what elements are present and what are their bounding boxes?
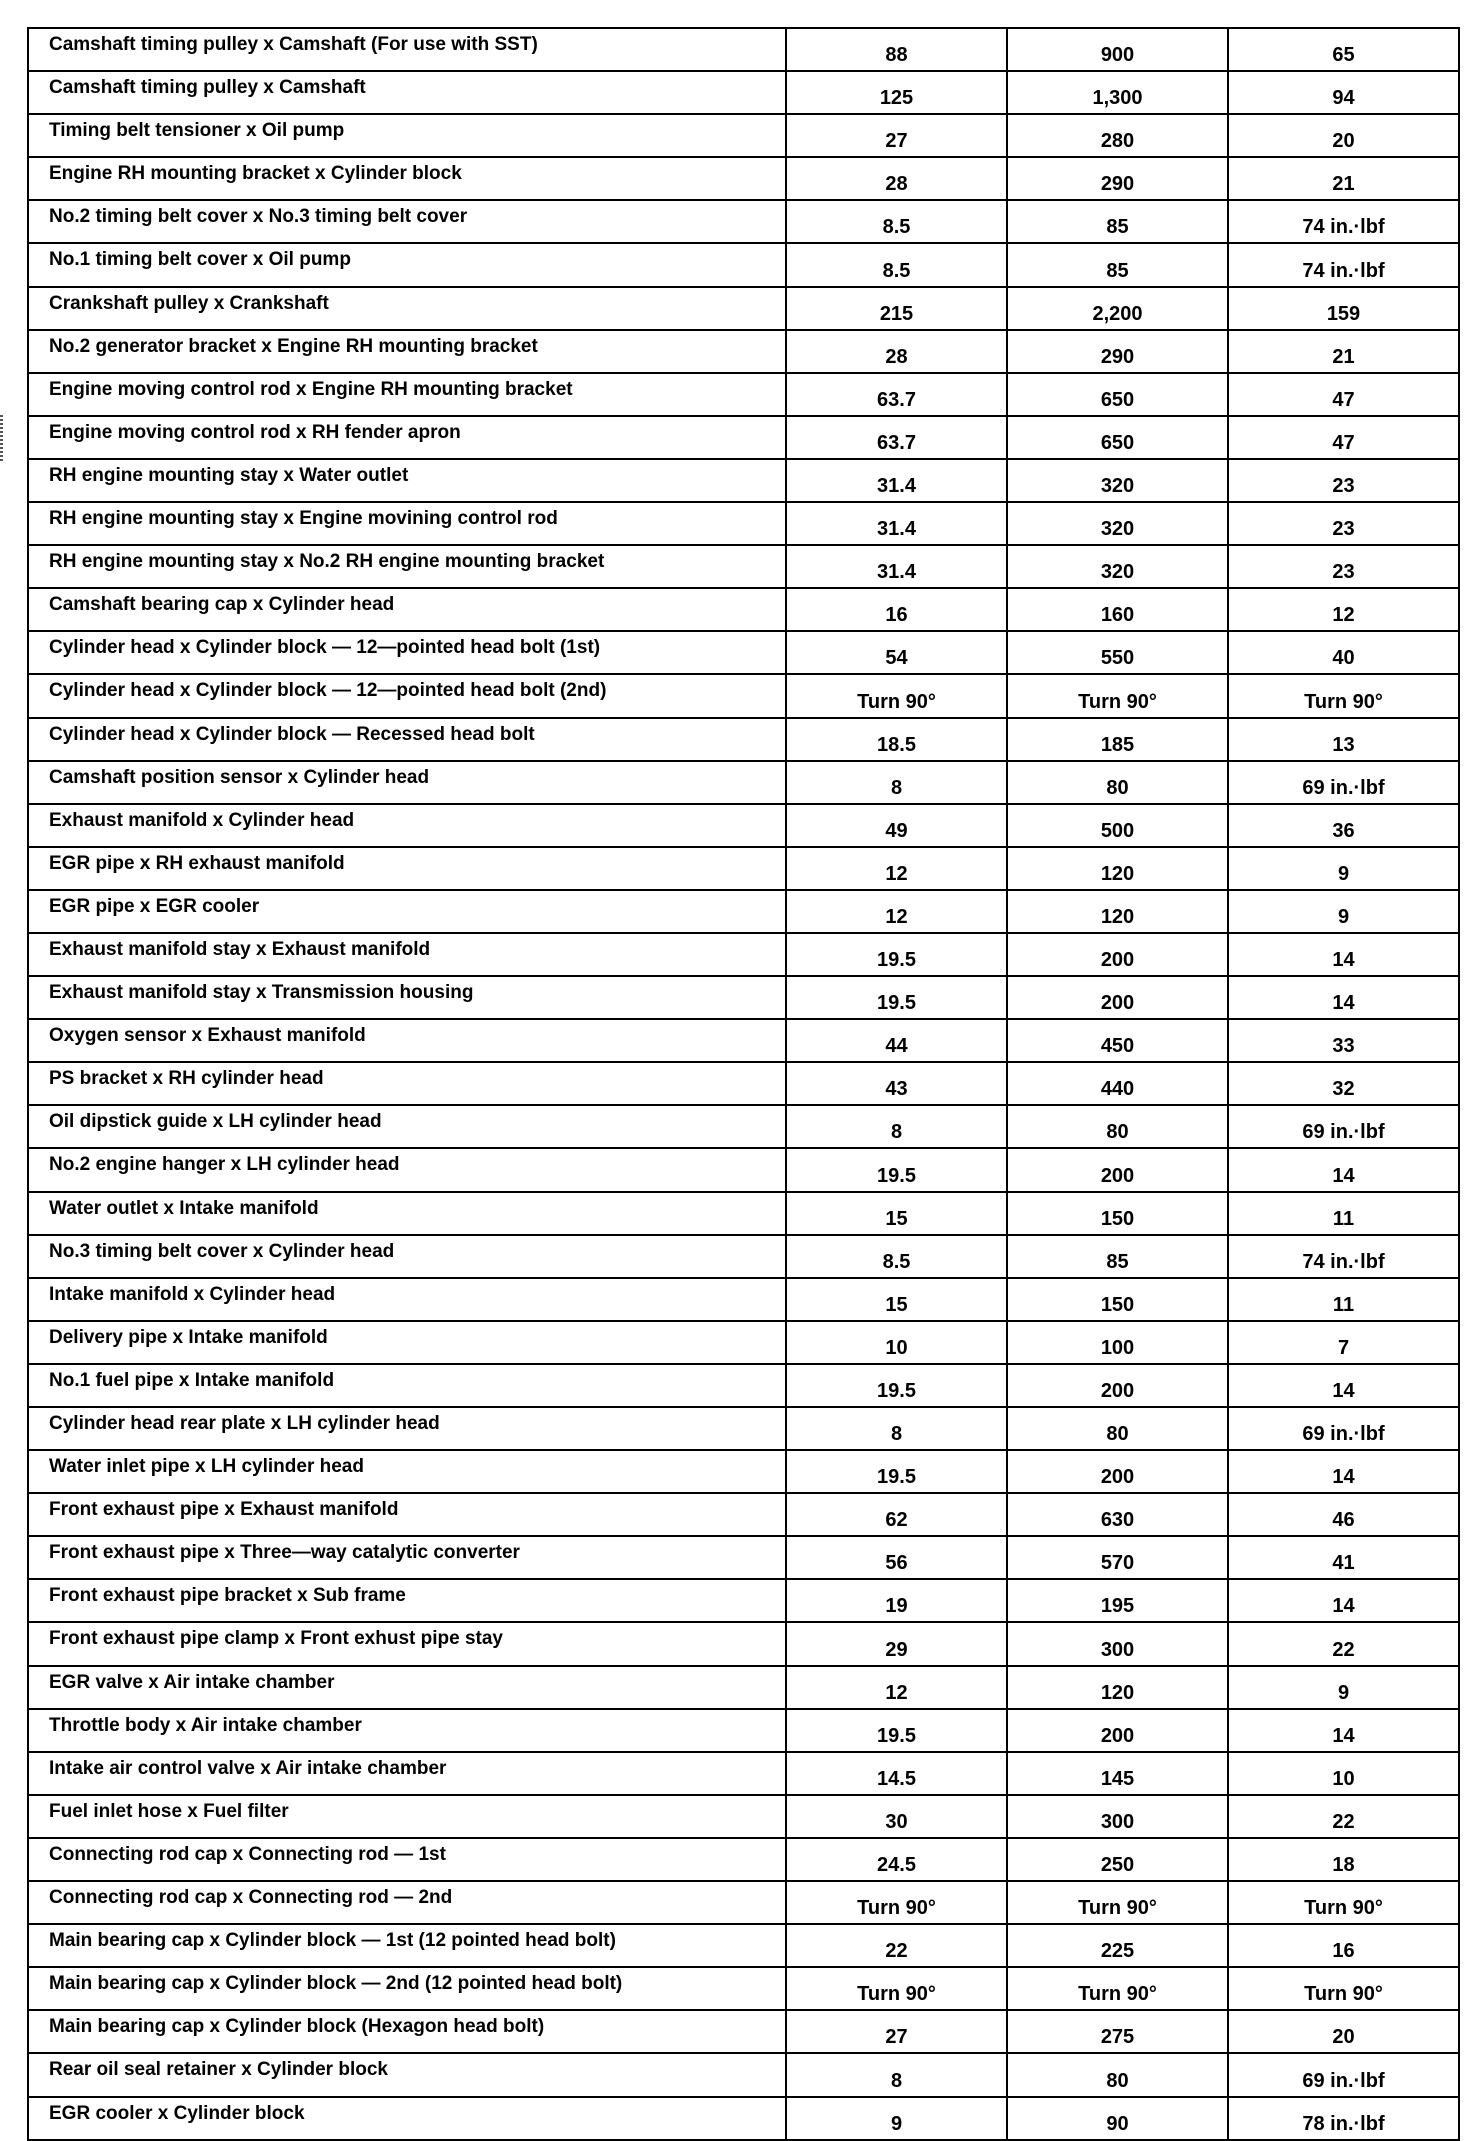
- torque-ftlbf-cell: 78 in.·lbf: [1228, 2097, 1459, 2140]
- torque-ftlbf-cell: 46: [1228, 1493, 1459, 1536]
- part-name-cell: Front exhaust pipe x Three—way catalytic converter: [28, 1536, 786, 1579]
- torque-ftlbf-cell: 41: [1228, 1536, 1459, 1579]
- torque-nm-cell: 43: [786, 1062, 1007, 1105]
- torque-ftlbf-cell: 32: [1228, 1062, 1459, 1105]
- torque-nm-cell: 63.7: [786, 373, 1007, 416]
- part-name-cell: EGR valve x Air intake chamber: [28, 1666, 786, 1709]
- torque-ftlbf-cell: 74 in.·lbf: [1228, 200, 1459, 243]
- torque-ftlbf-cell: Turn 90°: [1228, 1967, 1459, 2010]
- torque-nm-cell: 8: [786, 1407, 1007, 1450]
- table-row: [28, 1062, 1459, 1105]
- torque-nm-cell: 215: [786, 287, 1007, 330]
- part-name-cell: Front exhaust pipe bracket x Sub frame: [28, 1579, 786, 1622]
- torque-ftlbf-cell: 13: [1228, 718, 1459, 761]
- part-name-cell: No.2 generator bracket x Engine RH mounting bracket: [28, 330, 786, 373]
- torque-kgfcm-cell: 90: [1007, 2097, 1228, 2140]
- table-row: [28, 2010, 1459, 2053]
- torque-ftlbf-cell: 74 in.·lbf: [1228, 1235, 1459, 1278]
- table-row: [28, 2097, 1459, 2140]
- torque-nm-cell: 19.5: [786, 1709, 1007, 1752]
- torque-ftlbf-cell: 14: [1228, 1709, 1459, 1752]
- torque-ftlbf-cell: 12: [1228, 588, 1459, 631]
- part-name-cell: Connecting rod cap x Connecting rod — 1st: [28, 1838, 786, 1881]
- torque-ftlbf-cell: 7: [1228, 1321, 1459, 1364]
- torque-ftlbf-cell: 14: [1228, 1364, 1459, 1407]
- torque-ftlbf-cell: 14: [1228, 976, 1459, 1019]
- torque-nm-cell: 31.4: [786, 502, 1007, 545]
- torque-nm-cell: 12: [786, 1666, 1007, 1709]
- torque-spec-table: [27, 27, 1460, 2141]
- torque-kgfcm-cell: 200: [1007, 1450, 1228, 1493]
- table-row: [28, 502, 1459, 545]
- part-name-cell: Delivery pipe x Intake manifold: [28, 1321, 786, 1364]
- torque-kgfcm-cell: 80: [1007, 1407, 1228, 1450]
- torque-ftlbf-cell: 21: [1228, 157, 1459, 200]
- torque-kgfcm-cell: 570: [1007, 1536, 1228, 1579]
- torque-nm-cell: 24.5: [786, 1838, 1007, 1881]
- torque-kgfcm-cell: 300: [1007, 1795, 1228, 1838]
- torque-nm-cell: 9: [786, 2097, 1007, 2140]
- torque-kgfcm-cell: 290: [1007, 157, 1228, 200]
- part-name-cell: Main bearing cap x Cylinder block — 2nd (12 pointed head bolt): [28, 1967, 786, 2010]
- torque-kgfcm-cell: 195: [1007, 1579, 1228, 1622]
- table-row: [28, 1579, 1459, 1622]
- torque-nm-cell: 19: [786, 1579, 1007, 1622]
- torque-kgfcm-cell: 80: [1007, 761, 1228, 804]
- torque-nm-cell: 12: [786, 890, 1007, 933]
- torque-nm-cell: 19.5: [786, 933, 1007, 976]
- table-row: [28, 1967, 1459, 2010]
- torque-ftlbf-cell: Turn 90°: [1228, 1881, 1459, 1924]
- torque-kgfcm-cell: 85: [1007, 1235, 1228, 1278]
- torque-ftlbf-cell: 69 in.·lbf: [1228, 1105, 1459, 1148]
- part-name-cell: Cylinder head x Cylinder block — 12—pointed head bolt (2nd): [28, 674, 786, 717]
- torque-kgfcm-cell: 120: [1007, 1666, 1228, 1709]
- table-row: [28, 1666, 1459, 1709]
- table-row: [28, 243, 1459, 286]
- torque-ftlbf-cell: 23: [1228, 502, 1459, 545]
- table-row: [28, 1407, 1459, 1450]
- torque-kgfcm-cell: 200: [1007, 1148, 1228, 1191]
- part-name-cell: Engine moving control rod x RH fender apron: [28, 416, 786, 459]
- table-row: [28, 976, 1459, 1019]
- torque-ftlbf-cell: 20: [1228, 114, 1459, 157]
- torque-kgfcm-cell: 275: [1007, 2010, 1228, 2053]
- part-name-cell: Intake air control valve x Air intake chamber: [28, 1752, 786, 1795]
- torque-ftlbf-cell: 16: [1228, 1924, 1459, 1967]
- torque-nm-cell: 19.5: [786, 1364, 1007, 1407]
- torque-nm-cell: 22: [786, 1924, 1007, 1967]
- part-name-cell: Throttle body x Air intake chamber: [28, 1709, 786, 1752]
- table-row: [28, 890, 1459, 933]
- torque-nm-cell: 14.5: [786, 1752, 1007, 1795]
- table-row: [28, 1795, 1459, 1838]
- torque-kgfcm-cell: 150: [1007, 1192, 1228, 1235]
- torque-nm-cell: 54: [786, 631, 1007, 674]
- torque-kgfcm-cell: 320: [1007, 459, 1228, 502]
- table-row: [28, 718, 1459, 761]
- table-row: [28, 416, 1459, 459]
- part-name-cell: Camshaft timing pulley x Camshaft (For use with SST): [28, 28, 786, 71]
- part-name-cell: Camshaft timing pulley x Camshaft: [28, 71, 786, 114]
- torque-nm-cell: 44: [786, 1019, 1007, 1062]
- torque-ftlbf-cell: 33: [1228, 1019, 1459, 1062]
- part-name-cell: Connecting rod cap x Connecting rod — 2nd: [28, 1881, 786, 1924]
- torque-kgfcm-cell: 185: [1007, 718, 1228, 761]
- torque-kgfcm-cell: 120: [1007, 847, 1228, 890]
- torque-nm-cell: 8.5: [786, 200, 1007, 243]
- table-row: [28, 847, 1459, 890]
- torque-nm-cell: 8: [786, 2053, 1007, 2096]
- part-name-cell: EGR cooler x Cylinder block: [28, 2097, 786, 2140]
- torque-ftlbf-cell: 23: [1228, 545, 1459, 588]
- torque-kgfcm-cell: 80: [1007, 2053, 1228, 2096]
- torque-nm-cell: 31.4: [786, 459, 1007, 502]
- torque-ftlbf-cell: 159: [1228, 287, 1459, 330]
- table-row: [28, 1192, 1459, 1235]
- table-row: [28, 114, 1459, 157]
- torque-nm-cell: 88: [786, 28, 1007, 71]
- torque-kgfcm-cell: 440: [1007, 1062, 1228, 1105]
- torque-kgfcm-cell: 200: [1007, 1364, 1228, 1407]
- torque-nm-cell: 19.5: [786, 1148, 1007, 1191]
- part-name-cell: EGR pipe x RH exhaust manifold: [28, 847, 786, 890]
- part-name-cell: Main bearing cap x Cylinder block (Hexagon head bolt): [28, 2010, 786, 2053]
- torque-ftlbf-cell: 69 in.·lbf: [1228, 2053, 1459, 2096]
- part-name-cell: Camshaft position sensor x Cylinder head: [28, 761, 786, 804]
- torque-kgfcm-cell: Turn 90°: [1007, 1881, 1228, 1924]
- part-name-cell: No.3 timing belt cover x Cylinder head: [28, 1235, 786, 1278]
- torque-ftlbf-cell: 65: [1228, 28, 1459, 71]
- torque-kgfcm-cell: 200: [1007, 1709, 1228, 1752]
- torque-ftlbf-cell: 10: [1228, 1752, 1459, 1795]
- part-name-cell: No.1 timing belt cover x Oil pump: [28, 243, 786, 286]
- table-row: [28, 1924, 1459, 1967]
- torque-kgfcm-cell: 250: [1007, 1838, 1228, 1881]
- torque-ftlbf-cell: 22: [1228, 1795, 1459, 1838]
- torque-nm-cell: Turn 90°: [786, 1967, 1007, 2010]
- part-name-cell: Rear oil seal retainer x Cylinder block: [28, 2053, 786, 2096]
- part-name-cell: Intake manifold x Cylinder head: [28, 1278, 786, 1321]
- torque-ftlbf-cell: 18: [1228, 1838, 1459, 1881]
- table-row: [28, 933, 1459, 976]
- torque-kgfcm-cell: 85: [1007, 200, 1228, 243]
- part-name-cell: RH engine mounting stay x Water outlet: [28, 459, 786, 502]
- torque-nm-cell: 12: [786, 847, 1007, 890]
- torque-nm-cell: 49: [786, 804, 1007, 847]
- torque-ftlbf-cell: 47: [1228, 373, 1459, 416]
- table-row: [28, 1278, 1459, 1321]
- torque-nm-cell: 8.5: [786, 243, 1007, 286]
- table-row: [28, 545, 1459, 588]
- torque-nm-cell: 125: [786, 71, 1007, 114]
- torque-kgfcm-cell: 450: [1007, 1019, 1228, 1062]
- part-name-cell: RH engine mounting stay x Engine movining control rod: [28, 502, 786, 545]
- table-row: [28, 1622, 1459, 1665]
- torque-kgfcm-cell: 2,200: [1007, 287, 1228, 330]
- torque-nm-cell: 10: [786, 1321, 1007, 1364]
- table-row: [28, 330, 1459, 373]
- table-row: [28, 287, 1459, 330]
- torque-ftlbf-cell: 21: [1228, 330, 1459, 373]
- torque-nm-cell: 31.4: [786, 545, 1007, 588]
- table-row: [28, 1881, 1459, 1924]
- torque-table-body: [28, 28, 1459, 2140]
- torque-ftlbf-cell: Turn 90°: [1228, 674, 1459, 717]
- part-name-cell: No.2 timing belt cover x No.3 timing belt cover: [28, 200, 786, 243]
- table-row: [28, 71, 1459, 114]
- torque-ftlbf-cell: 69 in.·lbf: [1228, 1407, 1459, 1450]
- table-row: [28, 157, 1459, 200]
- torque-kgfcm-cell: 300: [1007, 1622, 1228, 1665]
- torque-ftlbf-cell: 22: [1228, 1622, 1459, 1665]
- table-row: [28, 1536, 1459, 1579]
- torque-nm-cell: 8: [786, 1105, 1007, 1148]
- torque-ftlbf-cell: 20: [1228, 2010, 1459, 2053]
- scan-edge-mark: [0, 415, 3, 461]
- part-name-cell: Exhaust manifold stay x Exhaust manifold: [28, 933, 786, 976]
- table-row: [28, 1321, 1459, 1364]
- torque-ftlbf-cell: 11: [1228, 1192, 1459, 1235]
- torque-ftlbf-cell: 9: [1228, 847, 1459, 890]
- torque-kgfcm-cell: 145: [1007, 1752, 1228, 1795]
- torque-nm-cell: 29: [786, 1622, 1007, 1665]
- part-name-cell: Camshaft bearing cap x Cylinder head: [28, 588, 786, 631]
- torque-nm-cell: 16: [786, 588, 1007, 631]
- part-name-cell: No.1 fuel pipe x Intake manifold: [28, 1364, 786, 1407]
- table-row: [28, 1019, 1459, 1062]
- torque-kgfcm-cell: Turn 90°: [1007, 1967, 1228, 2010]
- part-name-cell: No.2 engine hanger x LH cylinder head: [28, 1148, 786, 1191]
- torque-kgfcm-cell: 1,300: [1007, 71, 1228, 114]
- torque-ftlbf-cell: 14: [1228, 1579, 1459, 1622]
- torque-kgfcm-cell: 290: [1007, 330, 1228, 373]
- table-row: [28, 1450, 1459, 1493]
- part-name-cell: Water outlet x Intake manifold: [28, 1192, 786, 1235]
- torque-kgfcm-cell: 320: [1007, 545, 1228, 588]
- torque-ftlbf-cell: 14: [1228, 1148, 1459, 1191]
- torque-kgfcm-cell: 160: [1007, 588, 1228, 631]
- torque-kgfcm-cell: 900: [1007, 28, 1228, 71]
- table-row: [28, 373, 1459, 416]
- part-name-cell: Cylinder head x Cylinder block — 12—pointed head bolt (1st): [28, 631, 786, 674]
- torque-ftlbf-cell: 69 in.·lbf: [1228, 761, 1459, 804]
- torque-ftlbf-cell: 36: [1228, 804, 1459, 847]
- torque-nm-cell: 8.5: [786, 1235, 1007, 1278]
- torque-ftlbf-cell: 94: [1228, 71, 1459, 114]
- table-row: [28, 1752, 1459, 1795]
- torque-ftlbf-cell: 9: [1228, 1666, 1459, 1709]
- torque-nm-cell: 56: [786, 1536, 1007, 1579]
- torque-kgfcm-cell: 200: [1007, 976, 1228, 1019]
- torque-kgfcm-cell: 120: [1007, 890, 1228, 933]
- torque-kgfcm-cell: 500: [1007, 804, 1228, 847]
- torque-nm-cell: 30: [786, 1795, 1007, 1838]
- part-name-cell: Cylinder head x Cylinder block — Recessed head bolt: [28, 718, 786, 761]
- part-name-cell: Engine RH mounting bracket x Cylinder block: [28, 157, 786, 200]
- table-row: [28, 588, 1459, 631]
- part-name-cell: EGR pipe x EGR cooler: [28, 890, 786, 933]
- torque-nm-cell: 63.7: [786, 416, 1007, 459]
- torque-ftlbf-cell: 47: [1228, 416, 1459, 459]
- table-row: [28, 1148, 1459, 1191]
- torque-nm-cell: 62: [786, 1493, 1007, 1536]
- table-row: [28, 28, 1459, 71]
- torque-kgfcm-cell: Turn 90°: [1007, 674, 1228, 717]
- torque-kgfcm-cell: 280: [1007, 114, 1228, 157]
- table-row: [28, 2053, 1459, 2096]
- table-row: [28, 200, 1459, 243]
- torque-nm-cell: 15: [786, 1192, 1007, 1235]
- torque-ftlbf-cell: 14: [1228, 933, 1459, 976]
- torque-nm-cell: 19.5: [786, 1450, 1007, 1493]
- torque-ftlbf-cell: 23: [1228, 459, 1459, 502]
- table-row: [28, 1364, 1459, 1407]
- table-row: [28, 1493, 1459, 1536]
- torque-kgfcm-cell: 85: [1007, 243, 1228, 286]
- torque-kgfcm-cell: 320: [1007, 502, 1228, 545]
- torque-nm-cell: Turn 90°: [786, 674, 1007, 717]
- torque-kgfcm-cell: 225: [1007, 1924, 1228, 1967]
- part-name-cell: Fuel inlet hose x Fuel filter: [28, 1795, 786, 1838]
- table-row: [28, 1709, 1459, 1752]
- table-row: [28, 631, 1459, 674]
- torque-nm-cell: Turn 90°: [786, 1881, 1007, 1924]
- table-row: [28, 459, 1459, 502]
- torque-ftlbf-cell: 40: [1228, 631, 1459, 674]
- torque-nm-cell: 27: [786, 114, 1007, 157]
- torque-kgfcm-cell: 650: [1007, 416, 1228, 459]
- torque-kgfcm-cell: 150: [1007, 1278, 1228, 1321]
- torque-kgfcm-cell: 630: [1007, 1493, 1228, 1536]
- torque-nm-cell: 19.5: [786, 976, 1007, 1019]
- torque-kgfcm-cell: 550: [1007, 631, 1228, 674]
- torque-nm-cell: 28: [786, 330, 1007, 373]
- torque-nm-cell: 8: [786, 761, 1007, 804]
- part-name-cell: Exhaust manifold stay x Transmission housing: [28, 976, 786, 1019]
- torque-nm-cell: 15: [786, 1278, 1007, 1321]
- part-name-cell: Crankshaft pulley x Crankshaft: [28, 287, 786, 330]
- torque-kgfcm-cell: 650: [1007, 373, 1228, 416]
- part-name-cell: Oxygen sensor x Exhaust manifold: [28, 1019, 786, 1062]
- torque-ftlbf-cell: 11: [1228, 1278, 1459, 1321]
- torque-ftlbf-cell: 14: [1228, 1450, 1459, 1493]
- table-row: [28, 804, 1459, 847]
- part-name-cell: Oil dipstick guide x LH cylinder head: [28, 1105, 786, 1148]
- torque-nm-cell: 18.5: [786, 718, 1007, 761]
- torque-kgfcm-cell: 200: [1007, 933, 1228, 976]
- table-row: [28, 1838, 1459, 1881]
- part-name-cell: Exhaust manifold x Cylinder head: [28, 804, 786, 847]
- table-row: [28, 761, 1459, 804]
- torque-nm-cell: 27: [786, 2010, 1007, 2053]
- table-row: [28, 1105, 1459, 1148]
- torque-nm-cell: 28: [786, 157, 1007, 200]
- table-row: [28, 1235, 1459, 1278]
- torque-kgfcm-cell: 80: [1007, 1105, 1228, 1148]
- part-name-cell: Main bearing cap x Cylinder block — 1st (12 pointed head bolt): [28, 1924, 786, 1967]
- part-name-cell: Water inlet pipe x LH cylinder head: [28, 1450, 786, 1493]
- torque-ftlbf-cell: 9: [1228, 890, 1459, 933]
- part-name-cell: Front exhaust pipe x Exhaust manifold: [28, 1493, 786, 1536]
- part-name-cell: Engine moving control rod x Engine RH mounting bracket: [28, 373, 786, 416]
- table-row: [28, 674, 1459, 717]
- part-name-cell: PS bracket x RH cylinder head: [28, 1062, 786, 1105]
- part-name-cell: Front exhaust pipe clamp x Front exhust pipe stay: [28, 1622, 786, 1665]
- torque-kgfcm-cell: 100: [1007, 1321, 1228, 1364]
- part-name-cell: RH engine mounting stay x No.2 RH engine mounting bracket: [28, 545, 786, 588]
- part-name-cell: Cylinder head rear plate x LH cylinder head: [28, 1407, 786, 1450]
- part-name-cell: Timing belt tensioner x Oil pump: [28, 114, 786, 157]
- torque-ftlbf-cell: 74 in.·lbf: [1228, 243, 1459, 286]
